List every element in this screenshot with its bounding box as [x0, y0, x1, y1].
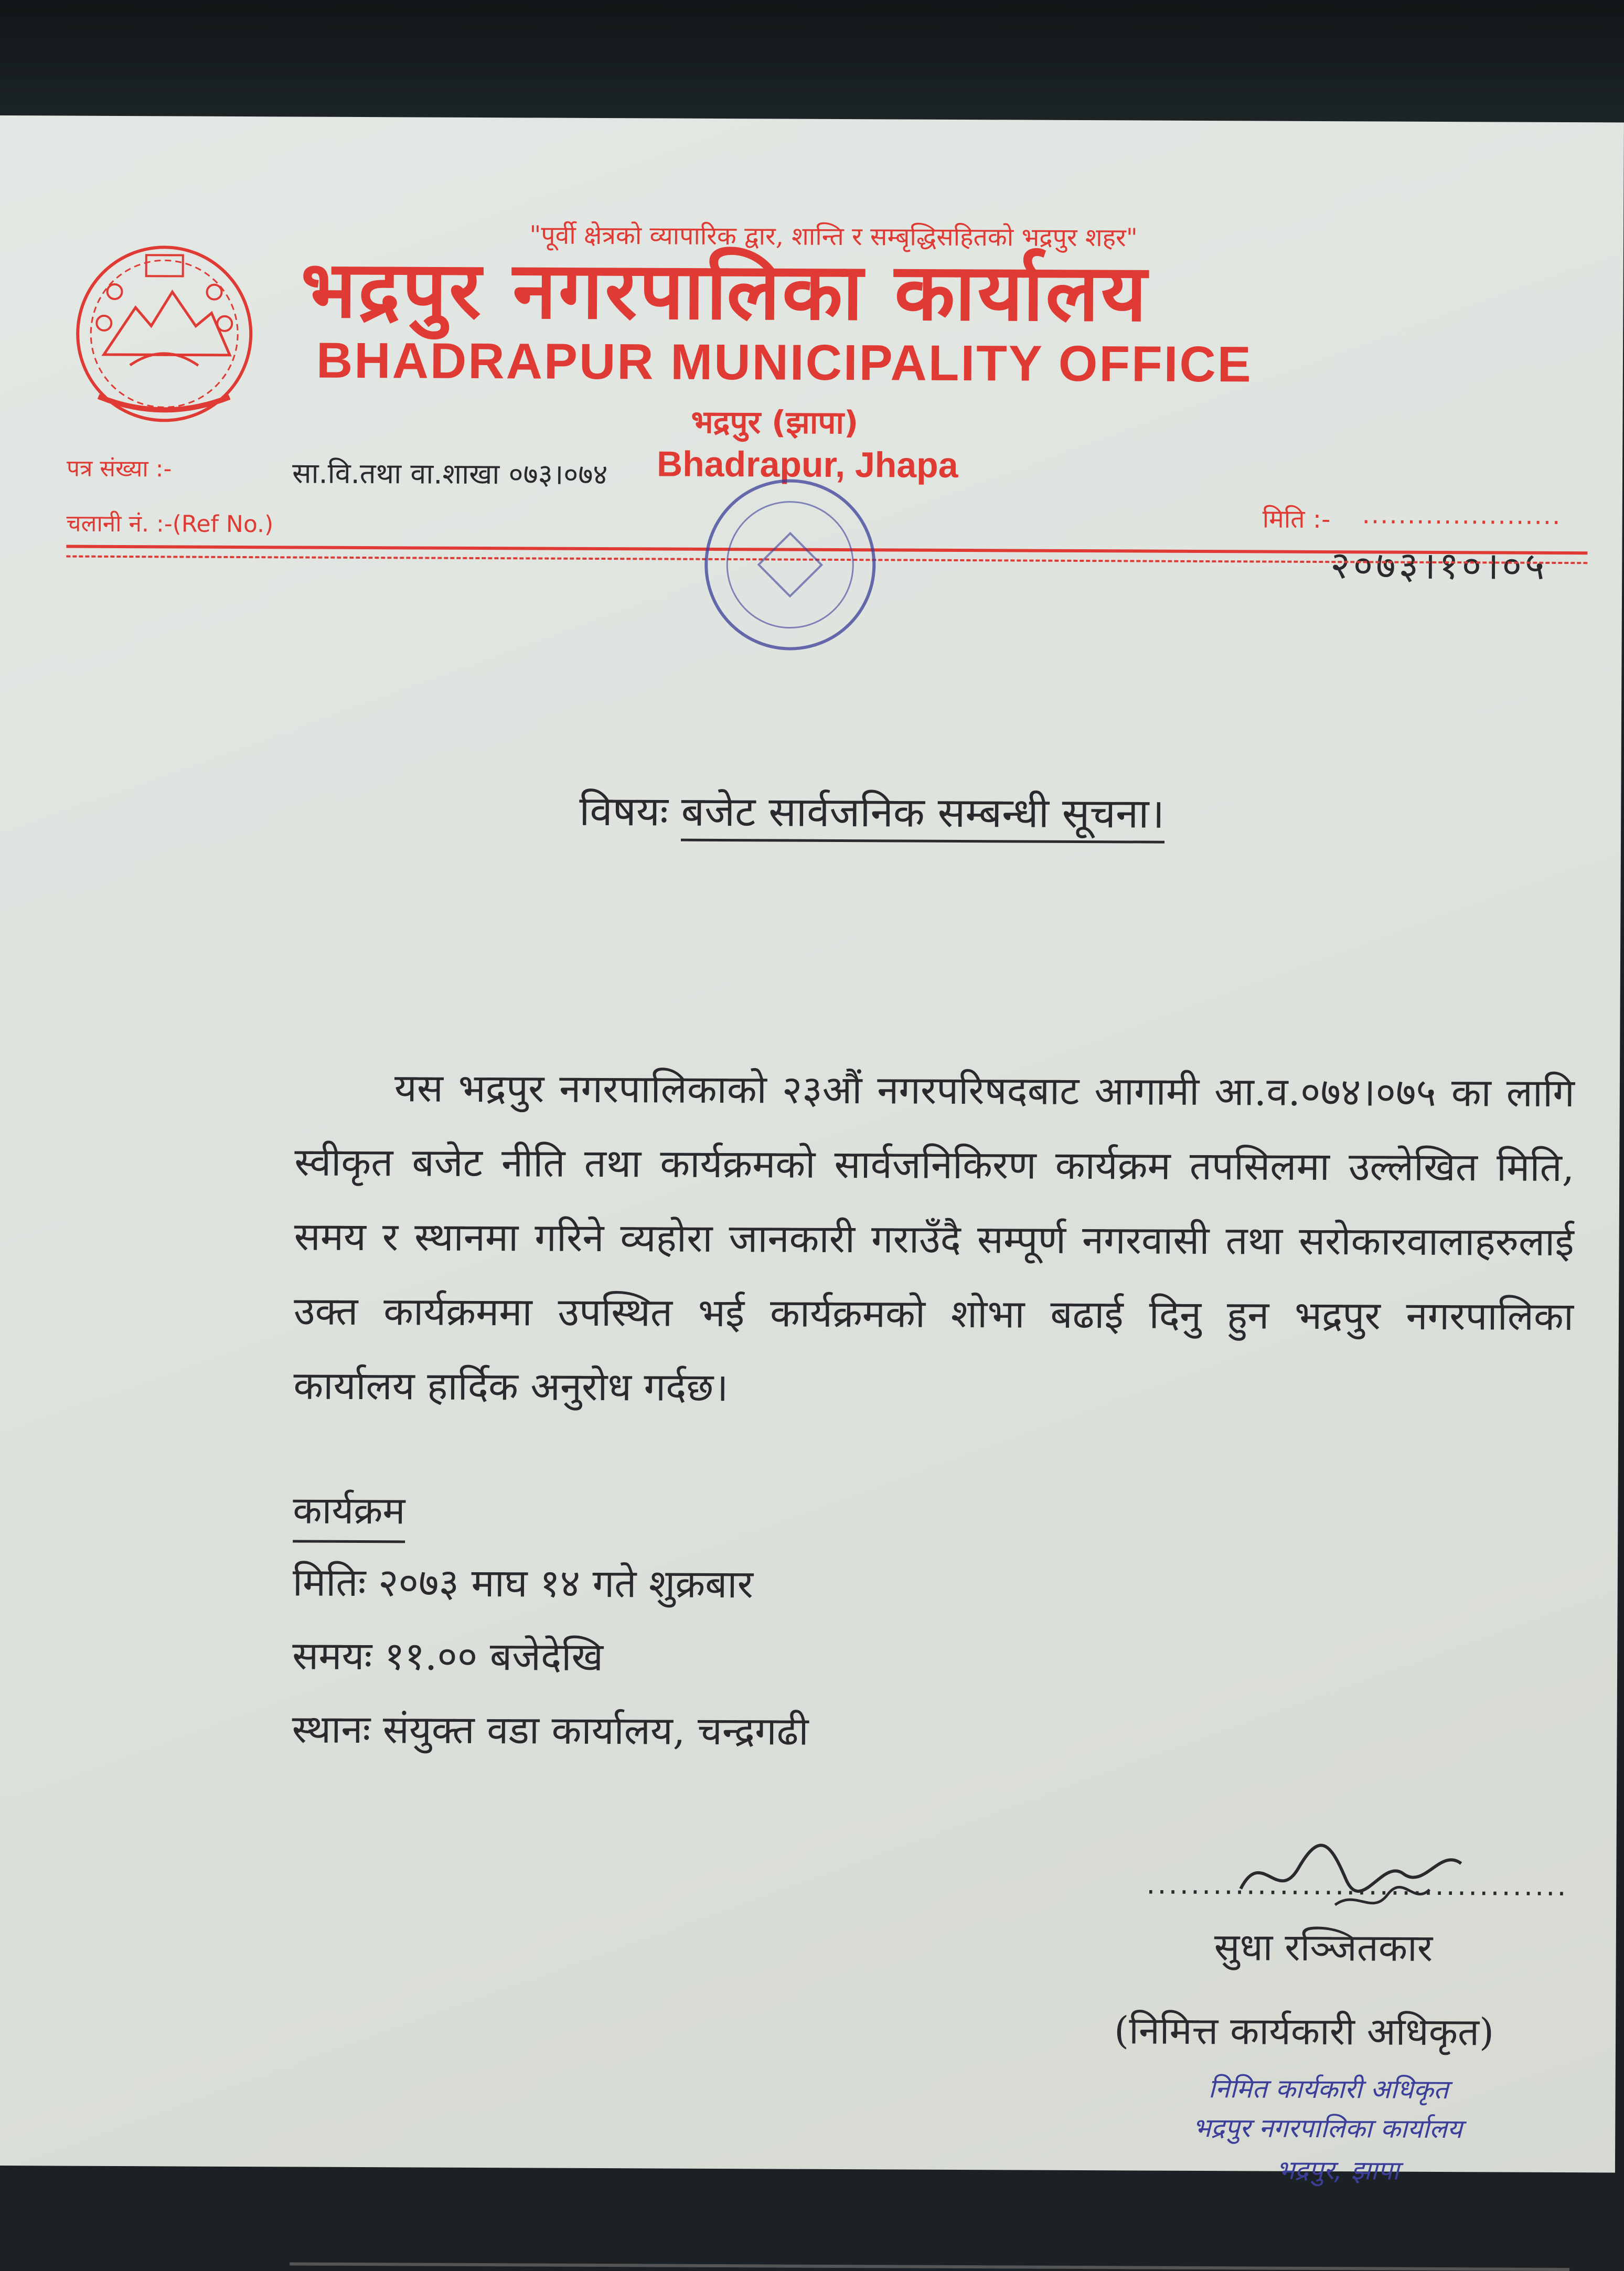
- municipality-stamp-icon: [685, 460, 895, 670]
- date-dotted-line: ......................: [1362, 500, 1562, 530]
- date-label: मिति :-: [1262, 504, 1331, 535]
- seal-line-location: भद्रपुर, झापा: [1276, 2155, 1399, 2186]
- header-motto: "पूर्वी क्षेत्रको व्यापारिक द्वार, शान्ति र सम्बृद्धिसहितको भद्रपुर शहर": [529, 220, 1138, 253]
- seal-line-office: भद्रपुर नगरपालिका कार्यालय: [1192, 2112, 1462, 2145]
- footer-rule: [290, 2262, 1569, 2271]
- program-time: समयः ११.०० बजेदेखि: [292, 1633, 604, 1680]
- program-place: स्थानः संयुक्त वडा कार्यालय, चन्द्रगढी: [292, 1707, 809, 1754]
- subject-text: बजेट सार्वजनिक सम्बन्धी सूचना।: [681, 788, 1164, 844]
- signer-title: (निमित्त कार्यकारी अधिकृत): [1114, 2008, 1494, 2054]
- notice-body-paragraph: यस भद्रपुर नगरपालिकाको २३औं नगरपरिषदबाट आगामी आ.व.०७४।०७५ का लागि स्वीकृत बजेट नीति तथा कार्यक्रमको सार्वजनिकिरण कार्यक्रम तपसिलमा उल्लेखित मिति, समय र स्थानमा गरिने व्यहोरा जानकारी गराउँदै सम्पूर्ण नगरवासी तथा सरोकारवालाहरुलाई उक्त कार्यक्रममा उपस्थित भई कार्यक्रमको शोभा बढाई दिनु हुन भद्रपुर नगरपालिका कार्यालय हार्दिक अनुरोध गर्दछ।: [293, 1065, 1575, 1411]
- handwritten-signature: [1230, 1826, 1472, 1926]
- dispatch-number-label: चलानी नं. :-(Ref No.): [66, 510, 274, 538]
- letter-number-label: पत्र संख्या :-: [66, 455, 172, 483]
- signature-dotted-line: ......................................: [1146, 1867, 1568, 1903]
- program-heading: कार्यक्रम: [293, 1483, 405, 1543]
- letter-paper: [0, 115, 1624, 2186]
- office-title-nepali: भद्रपुर नगरपालिका कार्यालय: [301, 244, 1149, 339]
- subject-line: [579, 782, 1164, 840]
- photo-background: [0, 0, 1624, 136]
- seal-line-designation: निमित कार्यकारी अधिकृत: [1208, 2073, 1449, 2105]
- office-address-nepali: भद्रपुर (झापा): [691, 403, 859, 442]
- date-value: २०७३।१०।०५: [1330, 543, 1548, 588]
- office-title-english: BHADRAPUR MUNICIPALITY OFFICE: [316, 332, 1253, 393]
- office-address-english: Bhadrapur, Jhapa: [656, 444, 958, 485]
- letter-number-value: सा.वि.तथा वा.शाखा ०७३।०७४: [292, 456, 608, 492]
- signer-name: सुधा रञ्जितकार: [1214, 1925, 1433, 1970]
- program-date: मितिः २०७३ माघ १४ गते शुक्रबार: [292, 1560, 754, 1607]
- subject-label: विषयः: [579, 787, 669, 836]
- nepal-emblem-icon: [67, 234, 262, 429]
